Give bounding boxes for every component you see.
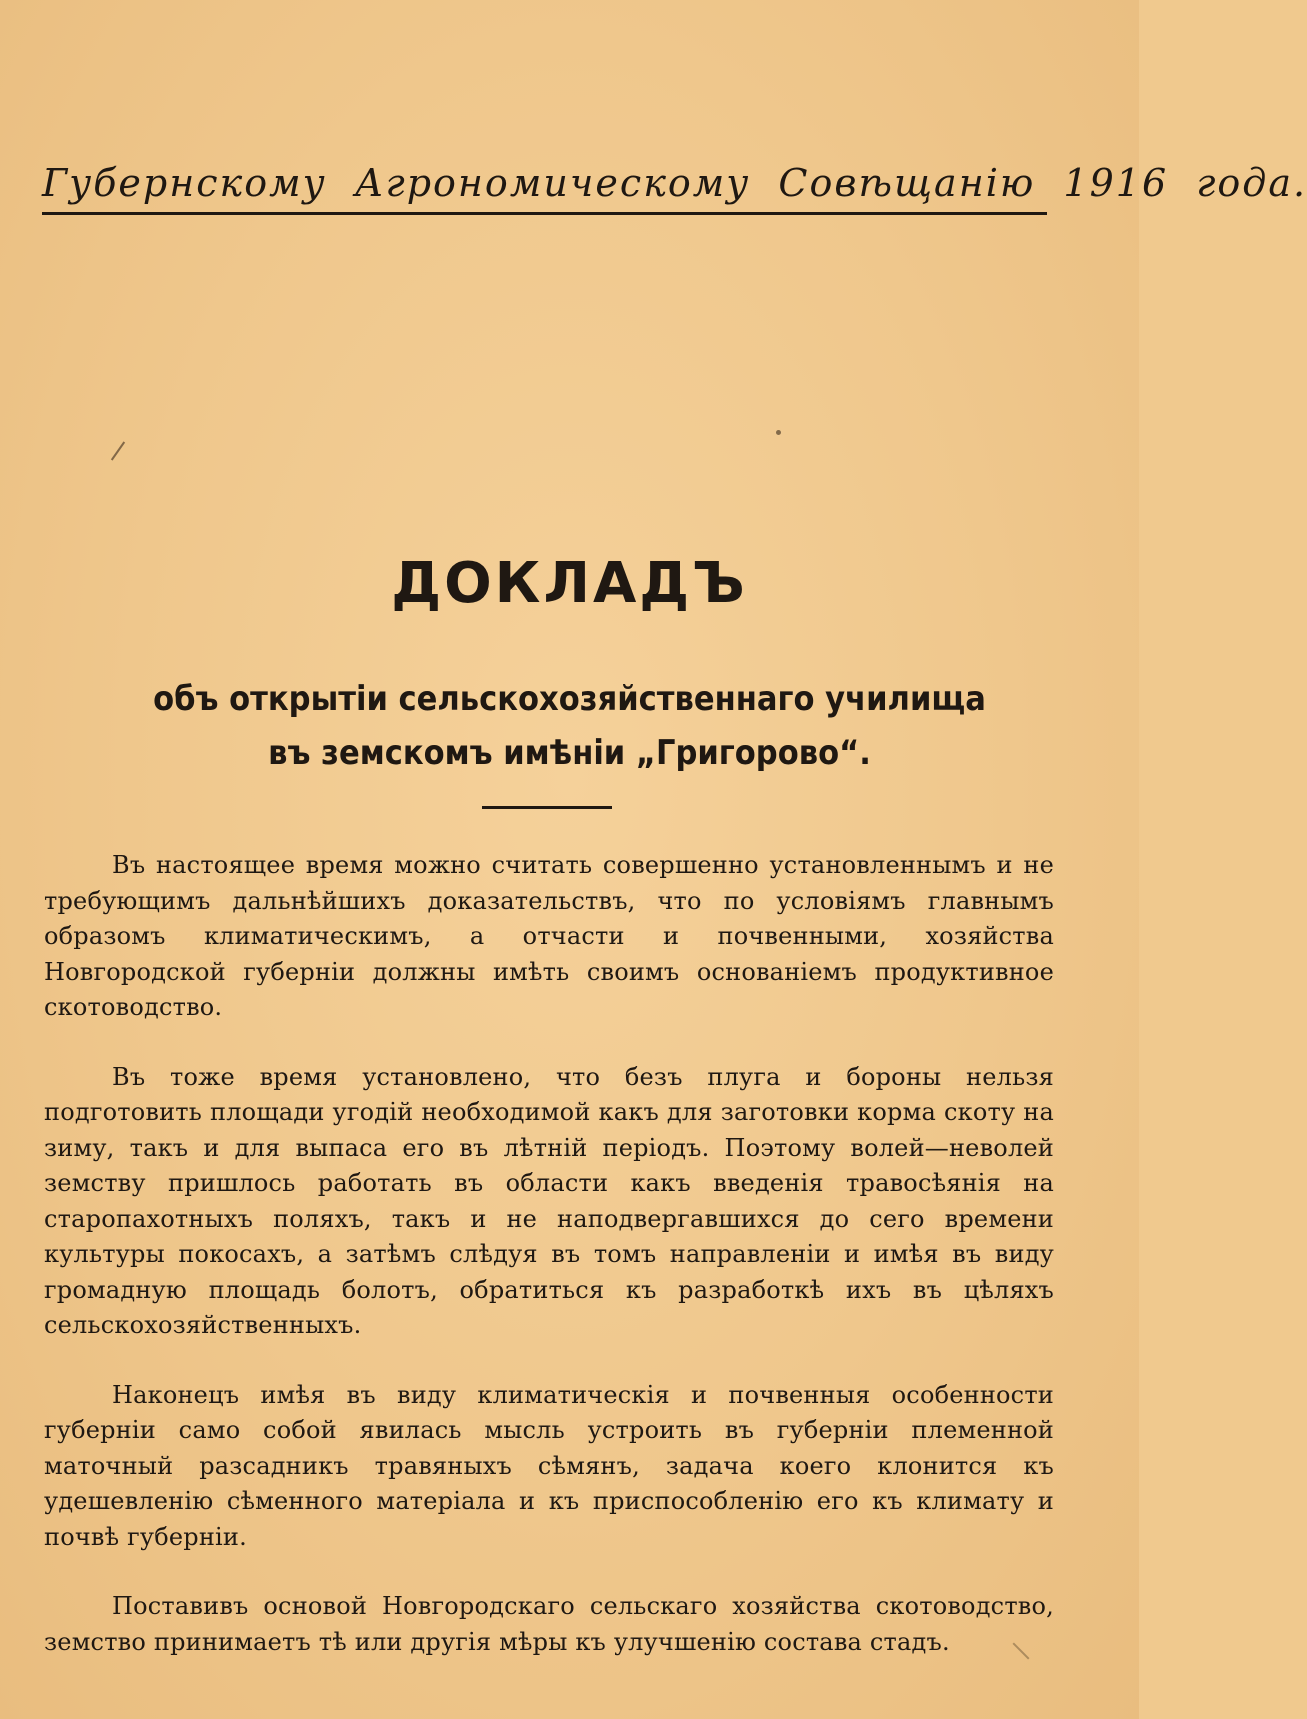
document-title: ДОКЛАДЪ xyxy=(391,551,748,616)
paper-speck xyxy=(111,441,125,460)
paragraph-4: Поставивъ основой Новгородскаго сельскаго хозяйства скотоводство, земство принимаетъ тѣ или другія мѣры къ улучшенію состава стадъ. xyxy=(44,1592,1054,1656)
paper-speck xyxy=(776,430,781,435)
body-text xyxy=(44,848,1054,1694)
header-title: Губернскому Агрономическому Совѣщанію 1916 года. xyxy=(42,161,1307,205)
paragraph-1: Въ настоящее время можно считать совершенно установленнымъ и не требующимъ дальнѣйшихъ доказательствъ, что по условіямъ главнымъ образомъ климатическимъ, а отчасти и почвенными, хозяйства Новгородской губерніи должны имѣть своимъ основаніемъ продуктивное скотоводство. xyxy=(44,851,1054,1021)
document-subtitle xyxy=(0,672,1139,780)
header-rule xyxy=(42,212,1047,215)
paragraph-2: Въ тоже время установлено, что безъ плуга и бороны нельзя подготовить площади угодій необходимой какъ для заготовки корма скоту на зиму, такъ и для выпаса его въ лѣтній періодъ. Поэтому волей—неволей земству пришлось работать въ области какъ введенія травосѣянія на старопахотныхъ поляхъ, такъ и не наподвергавшихся до сего времени культуры покосахъ, а затѣмъ слѣдуя въ томъ направленіи и имѣя въ виду громадную площадь болотъ, обратиться къ разработкѣ ихъ въ цѣляхъ сельскохозяйственныхъ. xyxy=(44,1062,1054,1339)
subtitle-line-2: въ земскомъ имѣніи „Григорово“. xyxy=(268,733,871,773)
header xyxy=(42,160,1307,215)
paragraph-3: Наконецъ имѣя въ виду климатическія и почвенныя особенности губерніи само собой явилась мысль устроить въ губерніи племенной маточный разсадникъ травяныхъ сѣмянъ, задача коего клонится къ удешевленію сѣменного матеріала и къ приспособленію его къ климату и почвѣ губерніи. xyxy=(44,1380,1054,1551)
subtitle-line-1: объ открытіи сельскохозяйственнаго училища xyxy=(153,679,986,719)
title-divider xyxy=(482,806,612,809)
